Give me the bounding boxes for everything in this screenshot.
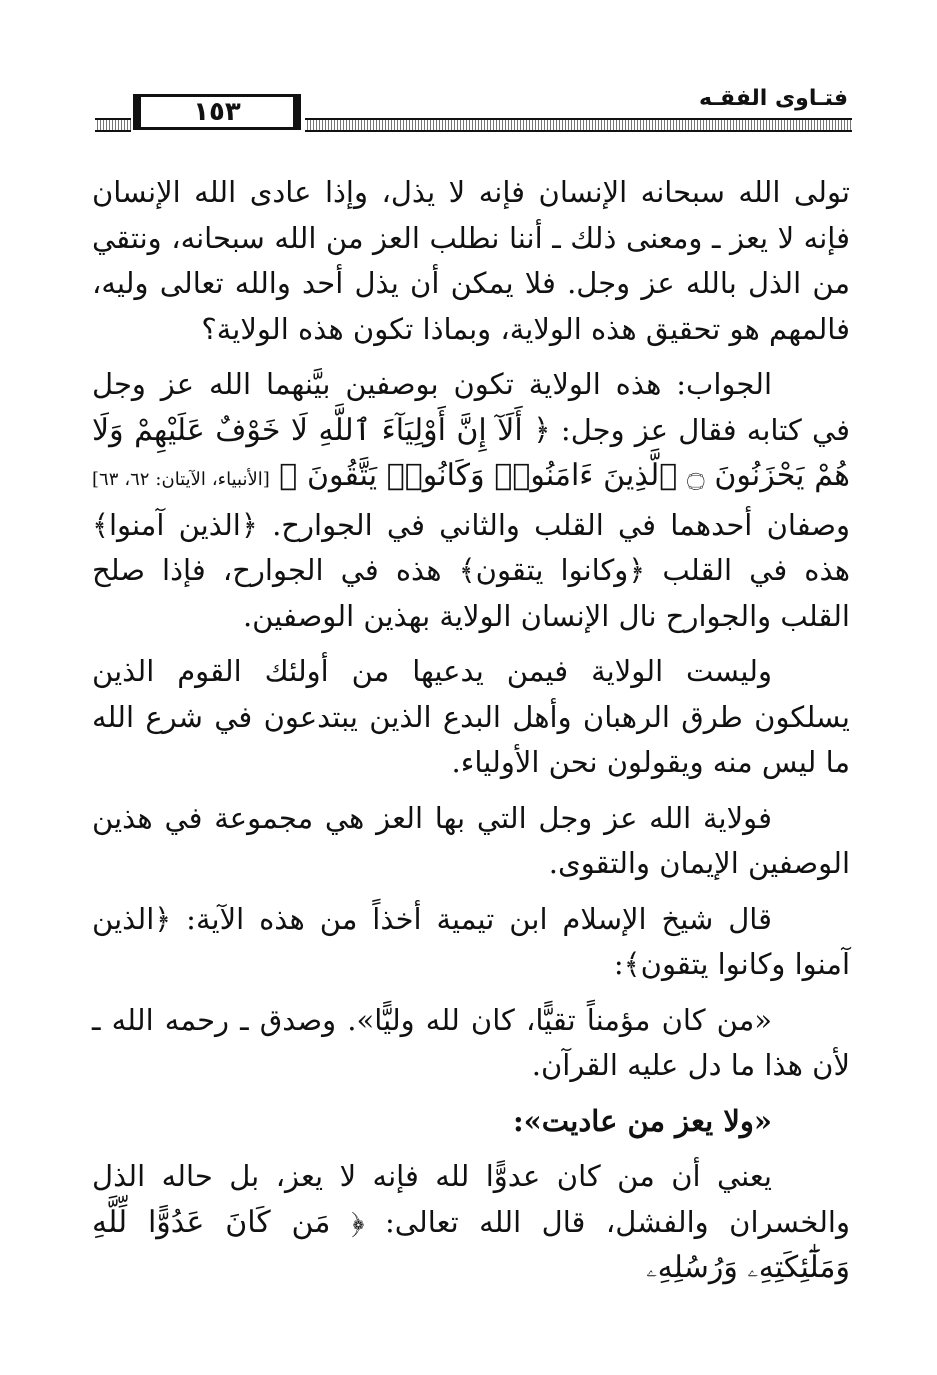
answer-intro: الجواب: هذه الولاية تكون بوصفين بيَّنهما الله عز وجل في كتابه فقال عز وجل:	[92, 367, 851, 447]
quote-paragraph: «من كان مؤمناً تقيًّا، كان لله وليًّا». وصدق ـ رحمه الله ـ لأن هذا ما دل عليه القرآن.	[92, 1002, 850, 1082]
paragraph: تولى الله سبحانه الإنسان فإنه لا يذل، وإذا عادى الله الإنسان فإنه لا يعز ـ ومعنى ذلك ـ أننا نطلب العز من الله سبحانه، ونتقي من الذل بالله عز وجل. فلا يمكن أن يذل أحد والله تعالى وليه، فالمهم هو تحقيق هذه الولاية، وبماذا تكون هذه الولاية؟	[92, 175, 850, 346]
paragraph: فولاية الله عز وجل التي بها العز هي مجموعة في هذين الوصفين الإيمان والتقوى.	[92, 800, 850, 880]
book-title: فتـاوى الفقـه	[699, 86, 848, 111]
paragraph: وليست الولاية فيمن يدعيها من أولئك القوم الذين يسلكون طرق الرهبان وأهل البدع الذين يبتدعون في شرع الله ما ليس منه ويقولون نحن الأولياء.	[92, 654, 850, 779]
header-rule-left	[95, 118, 131, 132]
header-rule	[305, 118, 852, 132]
verse-reference: [الأنبياء، الآيتان: ٦٢، ٦٣]	[92, 469, 270, 490]
quran-verse: ﴿ أَلَآ إِنَّ أَوْلِيَآءَ ٱللَّهِ لَا خَوْفٌ عَلَيْهِمْ وَلَا هُمْ يَحْزَنُونَ ۝ ٱلَّذِينَ ءَامَنُوا۟ وَكَانُوا۟ يَتَّقُونَ ﴾	[92, 412, 851, 493]
answer-rest: وصفان أحدهما في القلب والثاني في الجوارح. ﴿الذين آمنوا﴾ هذه في القلب ﴿وكانوا يتقون﴾ هذه في الجوارح، فإذا صلح القلب والجوارح نال الإنسان الولاية بهذين الوصفين.	[92, 507, 850, 633]
paragraph-last	[92, 1154, 850, 1291]
section-heading: «ولا يعز من عاديت»:	[512, 1103, 772, 1138]
paragraph: قال شيخ الإسلام ابن تيمية أخذاً من هذه الآية: ﴿الذين آمنوا وكانوا يتقون﴾:	[92, 901, 850, 981]
paragraph-answer	[92, 362, 850, 639]
quran-verse: ﴿ مَن كَانَ عَدُوًّا لِّلَّهِ وَمَلَٰٓئِكَتِهِۦ وَرُسُلِهِۦ	[92, 1204, 850, 1285]
page-number: ١٥٣	[133, 94, 301, 130]
page-header	[95, 86, 852, 138]
page-body	[92, 170, 850, 1301]
paragraph-intro: يعني أن من كان عدوًّا لله فإنه لا يعز، بل حاله الذل والخسران والفشل، قال الله تعالى:	[92, 1159, 850, 1239]
